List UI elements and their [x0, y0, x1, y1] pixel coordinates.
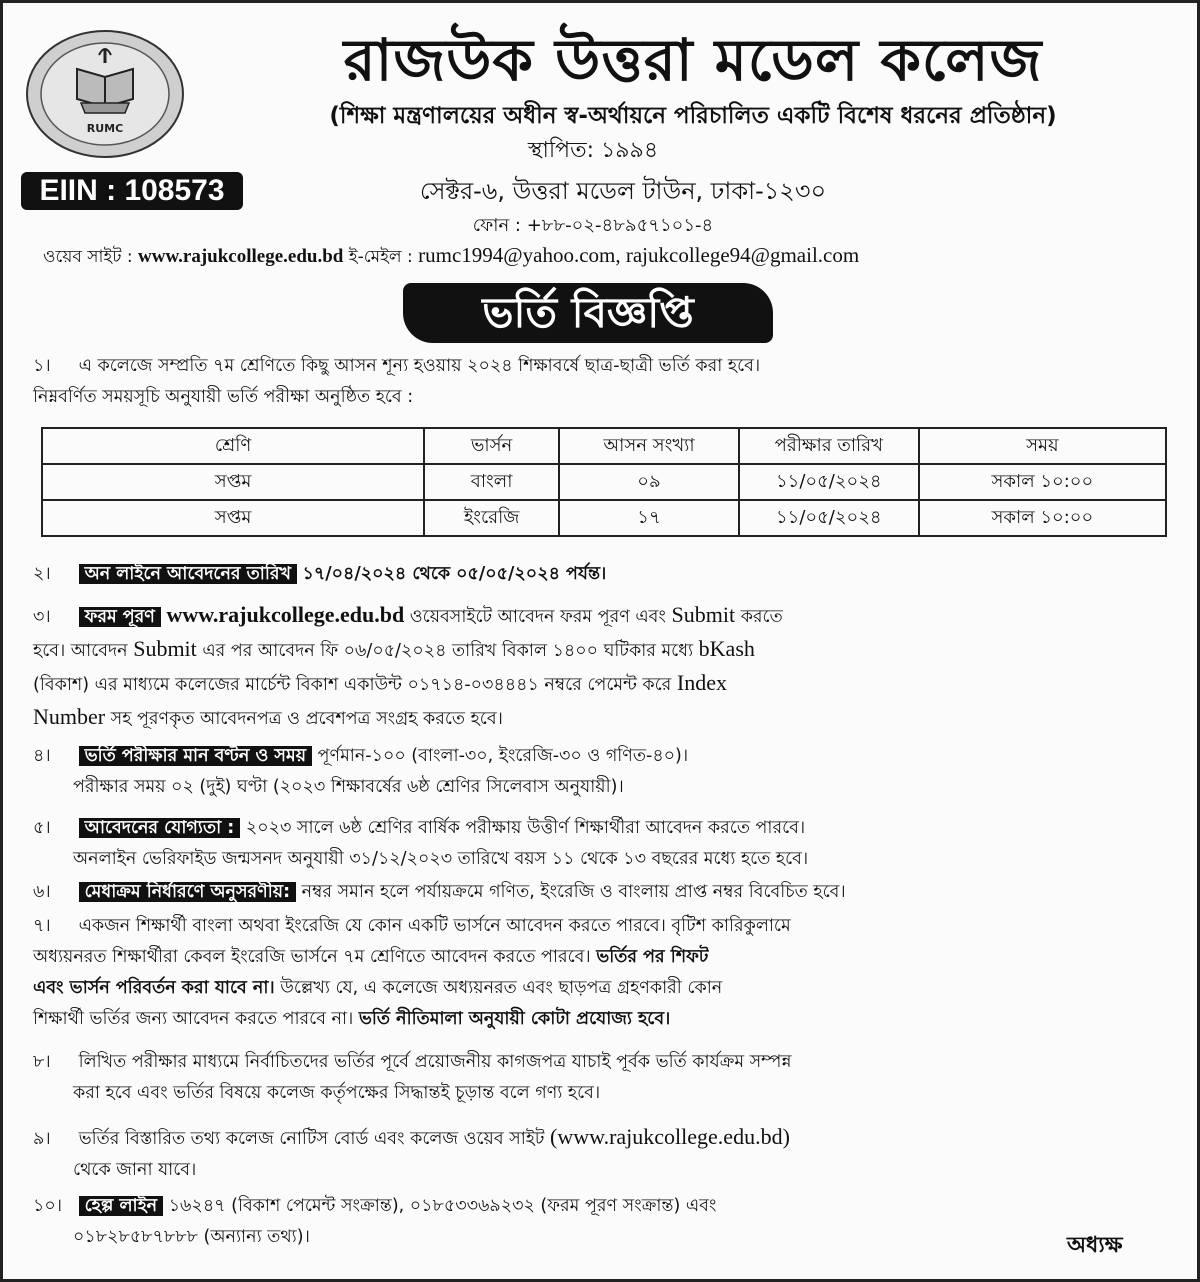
item-text: অনলাইন ভেরিফাইড জন্মসনদ অনুযায়ী ৩১/১২/২০২৩ তারিখে বয়স ১১ থেকে ১৩ বছরের মধ্যে হতে হবে। [73, 849, 809, 869]
item-text: অধ্যয়নরত শিক্ষার্থীরা কেবল ইংরেজি ভার্সনে ৭ম শ্রেণিতে আবেদন করতে পারবে। [33, 947, 591, 967]
table-header-row [42, 428, 1166, 464]
college-name: রাজউক উত্তরা মডেল কলেজ [343, 26, 1043, 94]
table-cell: বাংলা [424, 464, 559, 500]
contact-line [43, 243, 1173, 272]
item-number: ১০। [33, 1196, 62, 1216]
item-text: ১৬২৪৭ (বিকাশ পেমেন্ট সংক্রান্ত), ০১৮৫৩৩৬৯২৩২ (ফরম পূরণ সংক্রান্ত) এবং [168, 1196, 717, 1216]
item-text: ভর্তির পর শিফট [596, 947, 709, 967]
notice-title: ভর্তি বিজ্ঞপ্তি [403, 283, 773, 343]
item-7 [33, 911, 1173, 1035]
table-cell: সকাল ১০:০০ [919, 500, 1166, 536]
column-header: শ্রেণি [42, 428, 424, 464]
item-6 [33, 877, 1173, 908]
item-5 [33, 813, 1173, 875]
table-cell: ১১/০৫/২০২৪ [739, 500, 919, 536]
item-text: Index [676, 670, 727, 695]
item-text: (বিকাশ) এর মাধ্যমে কলেজের মার্চেন্ট বিকাশ একাউন্ট ০১৭১৪-০৩৪৪৪১ নম্বরে পেমেন্ট করে [33, 675, 672, 695]
item-number: ৫। [33, 818, 51, 838]
college-logo [25, 29, 185, 159]
column-header: ভার্সন [424, 428, 559, 464]
item-number: ৯। [33, 1129, 51, 1149]
item-number: ৪। [33, 746, 51, 766]
table-cell: ইংরেজি [424, 500, 559, 536]
item-label: ফরম পূরণ [79, 607, 161, 627]
item-text: Submit [671, 602, 736, 627]
exam-schedule-table [41, 427, 1167, 537]
item-text: নিম্নবর্ণিত সময়সূচি অনুযায়ী ভর্তি পরীক্ষা অনুষ্ঠিত হবে : [33, 387, 414, 407]
item-1 [33, 351, 1173, 413]
item-label: ভর্তি পরীক্ষার মান বণ্টন ও সময় [79, 746, 312, 766]
item-4 [33, 741, 1173, 803]
column-header: পরীক্ষার তারিখ [739, 428, 919, 464]
item-label: হেল্প লাইন [79, 1196, 164, 1216]
table-cell: সকাল ১০:০০ [919, 464, 1166, 500]
column-header: সময় [919, 428, 1166, 464]
item-text: পরীক্ষার সময় ০২ (দুই) ঘণ্টা (২০২৩ শিক্ষাবর্ষের ৬ষ্ঠ শ্রেণির সিলেবাস অনুযায়ী)। [73, 777, 624, 797]
college-address: সেক্টর-৬, উত্তরা মডেল টাউন, ঢাকা-১২৩০ [419, 177, 827, 205]
item-text: ০১৮২৮৫৮৭৮৮৮ (অন্যান্য তথ্য)। [73, 1227, 310, 1247]
item-10 [33, 1191, 1173, 1253]
item-label: আবেদনের যোগ্যতা : [79, 818, 241, 838]
website-link[interactable]: www.rajukcollege.edu.bd [138, 246, 344, 267]
item-text: Number [33, 704, 106, 729]
item-text: ওয়েবসাইটে আবেদন ফরম পূরণ এবং [409, 607, 666, 627]
item-8 [33, 1047, 1173, 1109]
item-text: Submit [133, 636, 197, 661]
item-text: থেকে জানা যাবে। [73, 1160, 197, 1180]
item-number: ১। [33, 356, 51, 376]
item-text: ভর্তি নীতিমালা অনুযায়ী কোটা প্রযোজ্য হবে। [358, 1009, 671, 1029]
item-label: মেধাক্রম নির্ধারণে অনুসরণীয়: [79, 882, 297, 902]
table-cell: সপ্তম [42, 500, 424, 536]
item-text: করা হবে এবং ভর্তির বিষয়ে কলেজ কর্তৃপক্ষের সিদ্ধান্তই চূড়ান্ত বলে গণ্য হবে। [73, 1083, 601, 1103]
item-text: ১৭/০৪/২০২৪ থেকে ০৫/০৫/২০২৪ পর্যন্ত। [302, 564, 607, 584]
item-text: একজন শিক্ষার্থী বাংলা অথবা ইংরেজি যে কোন একটি ভার্সনে আবেদন করতে পারবে। বৃটিশ কারিকুলামে [78, 916, 791, 936]
item-9 [33, 1121, 1173, 1186]
principal-signature: অধ্যক্ষ [1067, 1233, 1123, 1258]
item-number: ৭। [33, 916, 51, 936]
item-label: অন লাইনে আবেদনের তারিখ [79, 564, 297, 584]
item-number: ২। [33, 564, 51, 584]
eiin-badge: EIIN : 108573 [21, 172, 243, 210]
item-text: সহ পূরণকৃত আবেদনপত্র ও প্রবেশপত্র সংগ্রহ করতে হবে। [110, 709, 503, 729]
table-cell: ১১/০৫/২০২৪ [739, 464, 919, 500]
item-number: ৩। [33, 607, 51, 627]
logo-text: RUMC [86, 122, 124, 135]
item-3 [33, 599, 1173, 735]
item-text: নম্বর সমান হলে পর্যায়ক্রমে গণিত, ইংরেজি ও বাংলায় প্রাপ্ত নম্বর বিবেচিত হবে। [301, 882, 846, 902]
column-header: আসন সংখ্যা [559, 428, 739, 464]
item-text: করতে [740, 607, 783, 627]
item-text: পূর্ণমান-১০০ (বাংলা-৩০, ইংরেজি-৩০ ও গণিত-৪০)। [317, 746, 689, 766]
table-cell: ০৯ [559, 464, 739, 500]
college-subtitle: (শিক্ষা মন্ত্রণালয়ের অধীন স্ব-অর্থায়নে পরিচালিত একটি বিশেষ ধরনের প্রতিষ্ঠান) [329, 103, 1057, 129]
item-text: উল্লেখ্য যে, এ কলেজে অধ্যয়নরত এবং ছাড়পত্র গ্রহণকারী কোন [280, 978, 723, 998]
item-2 [33, 559, 1173, 590]
email-label: ই-মেইল : [348, 247, 413, 267]
email-addresses[interactable]: rumc1994@yahoo.com, rajukcollege94@gmail.com [418, 243, 860, 267]
item-text: হবে। আবেদন [33, 641, 128, 661]
website-label: ওয়েব সাইট : [43, 247, 133, 267]
item-text: এর পর আবেদন ফি ০৬/০৫/২০২৪ তারিখ বিকাল ১৪০০ ঘটিকার মধ্যে [202, 641, 694, 661]
item-text: এবং ভার্সন পরিবর্তন করা যাবে না। [33, 978, 275, 998]
website-link[interactable]: (www.rajukcollege.edu.bd) [550, 1124, 790, 1149]
item-text: শিক্ষার্থী ভর্তির জন্য আবেদন করতে পারবে না। [33, 1009, 354, 1029]
table-row [42, 500, 1166, 536]
item-text: ভর্তির বিস্তারিত তথ্য কলেজ নোটিস বোর্ড এবং কলেজ ওয়েব সাইট [78, 1129, 545, 1149]
website-link[interactable]: www.rajukcollege.edu.bd [166, 602, 405, 627]
table-cell: ১৭ [559, 500, 739, 536]
college-phone: ফোন : +৮৮-০২-৪৮৯৫৭১০১-৪ [472, 215, 714, 236]
item-number: ৮। [33, 1052, 51, 1072]
table-row [42, 464, 1166, 500]
item-text: bKash [698, 636, 755, 661]
item-text: ২০২৩ সালে ৬ষ্ঠ শ্রেণির বার্ষিক পরীক্ষায় উত্তীর্ণ শিক্ষার্থীরা আবেদন করতে পারবে। [245, 818, 806, 838]
item-number: ৬। [33, 882, 51, 902]
table-cell: সপ্তম [42, 464, 424, 500]
item-text: এ কলেজে সম্প্রতি ৭ম শ্রেণিতে কিছু আসন শূন্য হওয়ায় ২০২৪ শিক্ষাবর্ষে ছাত্র-ছাত্রী ভর্তি করা হবে। [78, 356, 761, 376]
established-year: স্থাপিত: ১৯৯৪ [527, 138, 659, 163]
item-text: লিখিত পরীক্ষার মাধ্যমে নির্বাচিতদের ভর্তির পূর্বে প্রয়োজনীয় কাগজপত্র যাচাই পূর্বক ভর্তি কার্যক্রম সম্পন্ন [78, 1052, 792, 1072]
